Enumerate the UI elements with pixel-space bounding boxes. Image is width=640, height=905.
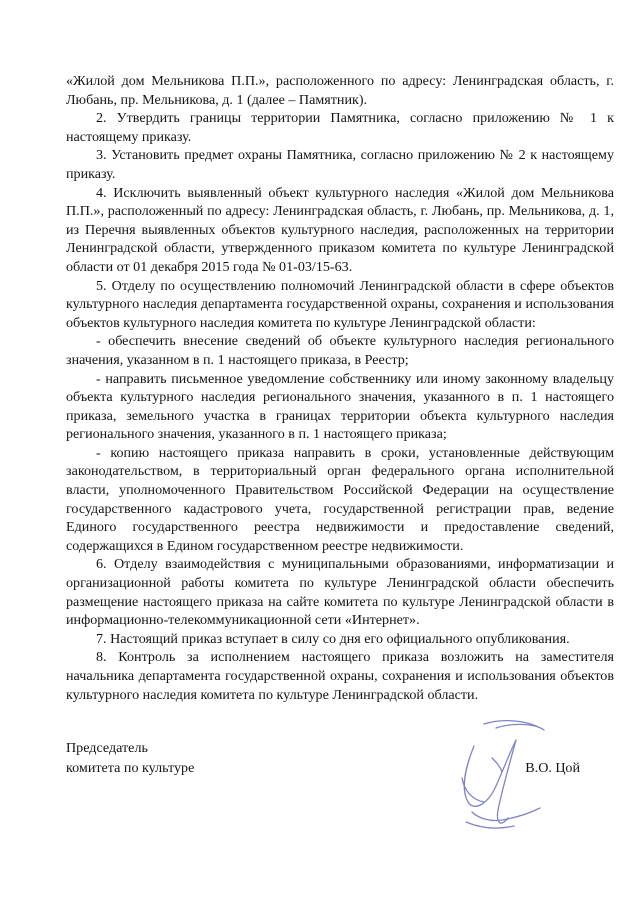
paragraph-item-7: 7. Настоящий приказ вступает в силу со дня его официального опубликования. bbox=[96, 630, 570, 647]
paragraph-item-3: 3. Установить предмет охраны Памятника, согласно приложению № 2 к настоящему приказу. bbox=[66, 147, 614, 182]
paragraph-intro-continuation: «Жилой дом Мельникова П.П.», расположенного по адресу: Ленинградская область, г. Любань, пр. Мельникова, д. 1 (далее – Памятник). bbox=[66, 73, 614, 108]
signatory-name: В.О. Цой bbox=[525, 760, 580, 776]
signatory-title bbox=[66, 738, 194, 778]
signatory-title-line-1: Председатель bbox=[66, 740, 148, 756]
paragraph-item-5-notification: - направить письменное уведомление собственнику или иному законному владельцу объекта культурного наследия регионального значения, указанного в п. 1 настоящего приказа, земельного участка в границах территории объекта культурного наследия регионального значения, указанного в п. 1 настоящего приказа; bbox=[66, 370, 614, 443]
signature-block bbox=[66, 738, 614, 848]
paragraph-item-8: 8. Контроль за исполнением настоящего приказа возложить на заместителя начальника департамента государственной охраны, сохранения и использования объектов культурного наследия комитета по культуре Ленинградской области. bbox=[66, 649, 614, 703]
document-body bbox=[66, 72, 614, 704]
paragraph-item-4: 4. Исключить выявленный объект культурного наследия «Жилой дом Мельникова П.П.», расположенный по адресу: Ленинградская область, г. Любань, пр. Мельникова, д. 1, из Перечня выявленных объектов культурного наследия, расположенных на территории Ленинградской области, утвержденного приказом комитета по культуре Ленинградской области от 01 декабря 2015 года № 01-03/15-63. bbox=[66, 184, 614, 275]
signatory-title-line-2: комитета по культуре bbox=[66, 760, 195, 776]
paragraph-item-5: 5. Отделу по осуществлению полномочий Ленинградской области в сфере объектов культурного наследия департамента государственной охраны, сохранения и использования объектов культурного наследия комитета по культуре Ленинградской области: bbox=[66, 277, 614, 331]
paragraph-item-6: 6. Отделу взаимодействия с муниципальными образованиями, информатизации и организационной работы комитета по культуре Ленинградской области обеспечить размещение настоящего приказа на сайте комитета по культуре Ленинградской области в информационно-телекоммуникационной сети «Интернет». bbox=[66, 556, 614, 629]
paragraph-item-5-registry: - обеспечить внесение сведений об объекте культурного наследия регионального значения, указанном в п. 1 настоящего приказа, в Реестр; bbox=[66, 333, 614, 368]
paragraph-item-2: 2. Утвердить границы территории Памятника, согласно приложению № 1 к настоящему приказу. bbox=[66, 110, 614, 145]
paragraph-item-5-copy: - копию настоящего приказа направить в сроки, установленные действующим законодательством, в территориальный орган федерального органа исполнительной власти, уполномоченного Правительством Российской Федерации на осуществление государственного кадастрового учета, государственной регистрации прав, ведение Единого государственного реестра недвижимости и предоставление сведений, содержащихся в Едином государственном реестре недвижимости. bbox=[66, 444, 614, 554]
